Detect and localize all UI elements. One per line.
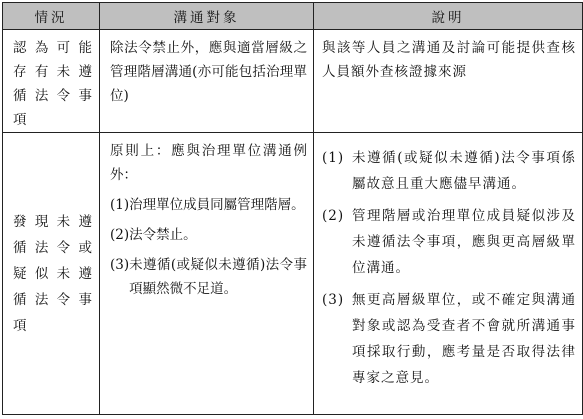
list-item-text: 治理單位成員同屬管理階層。: [129, 197, 305, 213]
header-explanation: 說明: [314, 3, 583, 30]
header-situation: 情況: [3, 3, 100, 30]
row1-target-cell: [100, 30, 314, 133]
list-item-number: (3): [322, 292, 345, 308]
row1-target-text: 除法令禁止外，應與適當層級之管理階層溝通(亦可能包括治理單位): [110, 40, 307, 104]
list-item: [322, 287, 576, 391]
list-item: [110, 223, 307, 247]
table-row: [3, 30, 583, 133]
row2-target-intro: 原則上：應與治理單位溝通例外：: [110, 143, 307, 183]
row1-situation-text: 認為可能存有未遵循法令事項: [13, 40, 95, 128]
list-item-text: 未遵循(或疑似未遵循)法令事項顯然微不足道。: [129, 257, 307, 297]
list-item-number: (1): [322, 150, 345, 166]
communication-table: [2, 2, 583, 415]
row2-target-list: [110, 193, 307, 301]
list-item-number: (1): [110, 197, 130, 213]
row1-explanation-cell: [314, 30, 583, 133]
list-item: [322, 203, 576, 281]
table-row: [3, 133, 583, 415]
row2-explanation-list: [322, 145, 576, 391]
row1-situation-cell: [3, 30, 100, 133]
row2-situation-cell: [3, 133, 100, 415]
list-item: [110, 253, 307, 301]
row2-target-cell: [100, 133, 314, 415]
list-item-text: 法令禁止。: [129, 227, 197, 243]
header-communication-target: 溝通對象: [100, 3, 314, 30]
list-item: [110, 193, 307, 217]
list-item-number: (3): [110, 257, 130, 273]
row2-situation-text: 發現未遵循法令或疑似未遵循法令事項: [13, 213, 95, 334]
list-item-text: 未遵循(或疑似未遵循)法令事項係屬故意且重大應儘早溝通。: [352, 150, 576, 192]
list-item: [322, 145, 576, 197]
list-item-number: (2): [110, 227, 130, 243]
list-item-text: 無更高層級單位，或不確定與溝通對象或認為受查者不會就所溝通事項採取行動，應考量是否取得法律專家之意見。: [352, 292, 576, 386]
table-header-row: [3, 3, 583, 30]
list-item-text: 管理階層或治理單位成員疑似涉及未遵循法令事項，應與更高層級單位溝通。: [352, 208, 576, 276]
list-item-number: (2): [322, 208, 345, 224]
row2-explanation-cell: [314, 133, 583, 415]
row1-explanation-text: 與該等人員之溝通及討論可能提供查核人員額外查核證據來源: [322, 40, 576, 80]
